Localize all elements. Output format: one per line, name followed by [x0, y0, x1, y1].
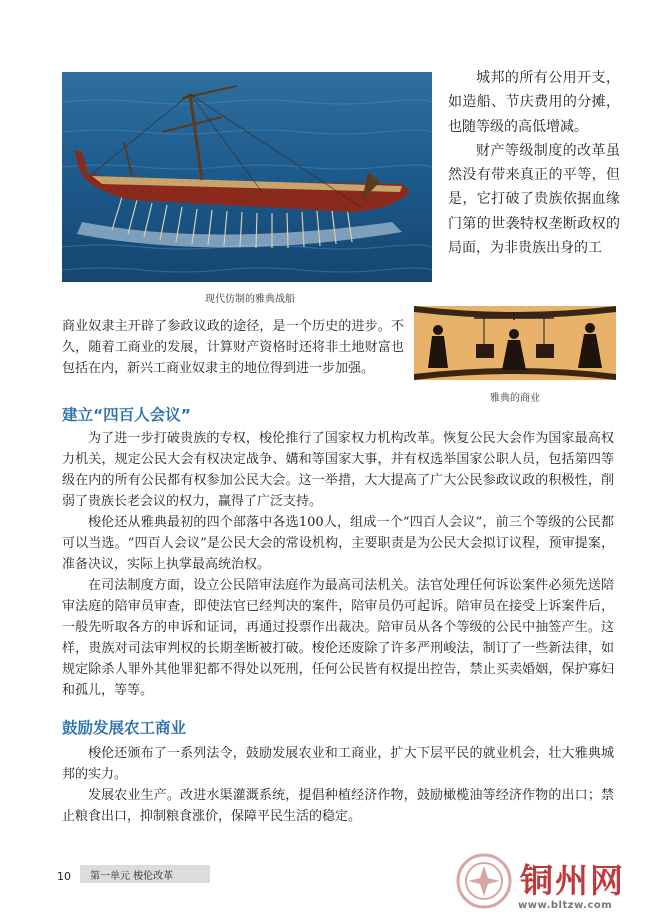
- section-heading-four-hundred-council: 建立“四百人会议”: [62, 406, 191, 424]
- body-paragraph: 在司法制度方面，设立公民陪审法庭作为最高司法机关。法官处理任何诉讼案件必须先送陪审法庭的陪审员审查，即使法官已经判决的案件，陪审员仍可起诉。陪审员在接受上诉案件后，一般先听取各方的申诉和证词，再通过投票作出裁决。陪审员从各个等级的公民中抽签产生。这样，贵族对司法审判权的长期垄断被打破。梭伦还废除了许多严刑峻法，制订了一些新法律，如规定除杀人罪外其他罪犯都不得处以死刑，任何公民皆有权提出控告，禁止买卖婚姻，保护寡妇和孤儿，等等。: [62, 578, 614, 698]
- watermark-url: www.bltzw.com: [518, 900, 613, 911]
- vase-photo-caption: 雅典的商业: [490, 393, 540, 404]
- section-heading-agriculture-commerce: 鼓励发展农工商业: [62, 719, 187, 737]
- right-column-text: [448, 66, 620, 260]
- body-paragraph: 发展农业生产。改进水渠灌溉系统，提倡种植经济作物，鼓励橄榄油等经济作物的出口；禁止粮食出口，抑制粮食涨价，保障平民生活的稳定。: [62, 788, 614, 824]
- section-body-agriculture-commerce: [62, 743, 614, 827]
- page-number: 10: [57, 870, 71, 883]
- ship-photo: [62, 72, 432, 282]
- section-body-four-hundred-council: [62, 428, 614, 701]
- right-column-paragraph: 城邦的所有公用开支，如造船、节庆费用的分摊，也随等级的高低增减。: [448, 70, 620, 135]
- ship-photo-caption: 现代仿制的雅典战船: [205, 294, 295, 305]
- body-paragraph: 为了进一步打破贵族的专权，梭伦推行了国家权力机构改革。恢复公民大会作为国家最高权力机关，规定公民大会有权决定战争、媾和等国家大事，并有权选举国家公职人员，包括第四等级在内的所有公民都有权参加公民大会。这一举措，大大提高了广大公民参政议政的积极性，削弱了贵族长老会议的权力，赢得了广泛支持。: [62, 431, 614, 509]
- continuation-paragraph: 商业奴隶主开辟了参政议政的途径，是一个历史的进步。不久，随着工商业的发展，计算财产资格时还将非土地财富也包括在内，新兴工商业奴隶主的地位得到进一步加强。: [62, 319, 404, 376]
- vase-photo: [414, 306, 616, 380]
- body-paragraph: 梭伦还从雅典最初的四个部落中各选100人，组成一个“四百人会议”，前三个等级的公民都可以当选。“四百人会议”是公民大会的常设机构，主要职责是为公民大会拟订议程，预审提案，准备决议，实际上执掌最高统治权。: [62, 515, 614, 572]
- watermark-logo-icon: [455, 852, 513, 910]
- footer-unit-label: 第一单元 梭伦改革: [90, 871, 174, 882]
- watermark-site-name: 铜州网: [520, 861, 625, 900]
- body-paragraph: 梭伦还颁布了一系列法令，鼓励发展农业和工商业，扩大下层平民的就业机会，壮大雅典城邦的实力。: [62, 746, 614, 782]
- right-column-paragraph: 财产等级制度的改革虽然没有带来真正的平等，但是，它打破了贵族依据血缘门第的世袭特权垄断政权的局面，为非贵族出身的工: [448, 142, 620, 257]
